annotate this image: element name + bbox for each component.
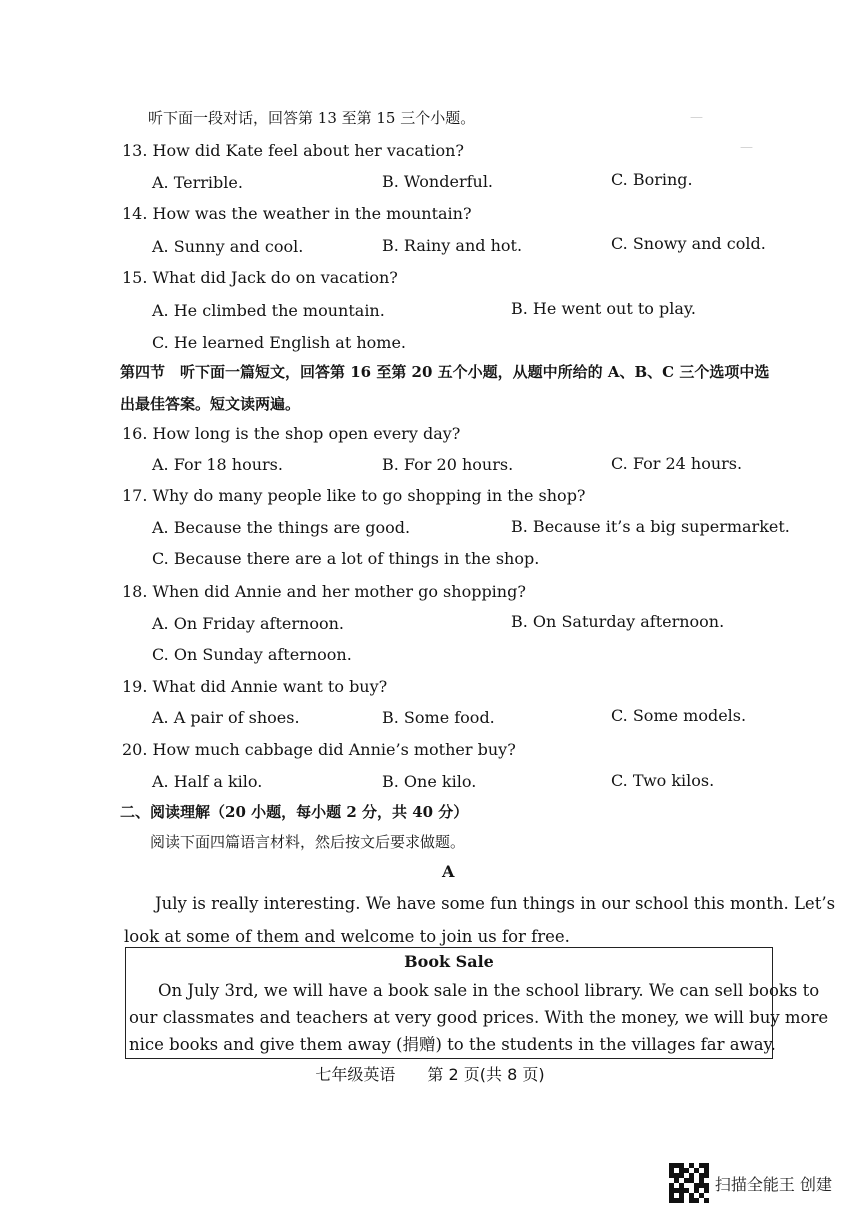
question-17-option-c: C. Because there are a lot of things in the shop. <box>152 549 540 568</box>
question-18-option-b: B. On Saturday afternoon. <box>511 612 725 631</box>
question-13-stem: 13. How did Kate feel about her vacation? <box>122 141 465 160</box>
question-15-stem: 15. What did Jack do on vacation? <box>122 268 398 287</box>
scanner-watermark <box>669 1163 832 1203</box>
question-14-option-b: B. Rainy and hot. <box>382 236 523 255</box>
question-16-option-a: A. For 18 hours. <box>152 455 283 474</box>
part2-heading: 二、阅读理解（20 小题，每小题 2 分，共 40 分） <box>120 803 469 821</box>
question-16-option-c: C. For 24 hours. <box>611 454 743 473</box>
passage-label: A <box>442 862 455 881</box>
question-18-option-a: A. On Friday afternoon. <box>152 614 344 633</box>
question-16-stem: 16. How long is the shop open every day? <box>122 424 461 443</box>
question-16-option-b: B. For 20 hours. <box>382 455 514 474</box>
watermark-text: 扫描全能王 创建 <box>714 1174 832 1194</box>
question-19-option-a: A. A pair of shoes. <box>152 708 300 727</box>
question-17-option-a: A. Because the things are good. <box>152 518 411 537</box>
qr-code-icon <box>669 1163 709 1203</box>
section3-instruction: 听下面一段对话，回答第 13 至第 15 三个小题。 <box>148 109 476 127</box>
question-15-option-b: B. He went out to play. <box>511 299 696 318</box>
question-13-option-b: B. Wonderful. <box>382 172 494 191</box>
question-17-option-b: B. Because it’s a big supermarket. <box>511 517 790 536</box>
question-18-option-c: C. On Sunday afternoon. <box>152 645 352 664</box>
question-20-option-c: C. Two kilos. <box>611 771 715 790</box>
passage-line: look at some of them and welcome to join us for free. <box>124 927 570 946</box>
question-15-option-a: A. He climbed the mountain. <box>152 301 385 320</box>
part2-instruction: 阅读下面四篇语言材料，然后按文后要求做题。 <box>150 833 466 851</box>
section4-instruction: 第四节 听下面一篇短文，回答第 16 至第 20 五个小题，从题中所给的 A、B、C 三个选项中选 <box>120 363 770 381</box>
bleed-through-mark: — <box>740 140 753 155</box>
question-14-option-a: A. Sunny and cool. <box>152 237 304 256</box>
book-sale-box <box>125 947 829 1059</box>
passage-line: July is really interesting. We have some fun things in our school this month. Let’s <box>155 894 836 913</box>
question-13-option-c: C. Boring. <box>611 170 693 189</box>
question-13-option-a: A. Terrible. <box>152 173 243 192</box>
book-sale-line: On July 3rd, we will have a book sale in the school library. We can sell books to <box>158 981 820 1000</box>
question-14-option-c: C. Snowy and cold. <box>611 234 766 253</box>
question-15-option-c: C. He learned English at home. <box>152 333 407 352</box>
question-17-stem: 17. Why do many people like to go shopping in the shop? <box>122 486 586 505</box>
book-sale-title: Book Sale <box>404 952 494 971</box>
book-sale-line: nice books and give them away (捐赠) to the students in the villages far away. <box>129 1035 776 1054</box>
section4-instruction-cont: 出最佳答案。短文读两遍。 <box>120 395 301 413</box>
question-19-option-c: C. Some models. <box>611 706 747 725</box>
question-20-option-b: B. One kilo. <box>382 772 477 791</box>
book-sale-line: our classmates and teachers at very good prices. With the money, we will buy more <box>129 1008 829 1027</box>
question-14-stem: 14. How was the weather in the mountain? <box>122 204 472 223</box>
bleed-through-mark: — <box>690 110 703 125</box>
question-19-stem: 19. What did Annie want to buy? <box>122 677 388 696</box>
question-20-stem: 20. How much cabbage did Annie’s mother buy? <box>122 740 516 759</box>
question-20-option-a: A. Half a kilo. <box>152 772 263 791</box>
page-footer: 七年级英语 第 2 页(共 8 页) <box>315 1065 545 1084</box>
question-18-stem: 18. When did Annie and her mother go shopping? <box>122 582 526 601</box>
question-19-option-b: B. Some food. <box>382 708 495 727</box>
